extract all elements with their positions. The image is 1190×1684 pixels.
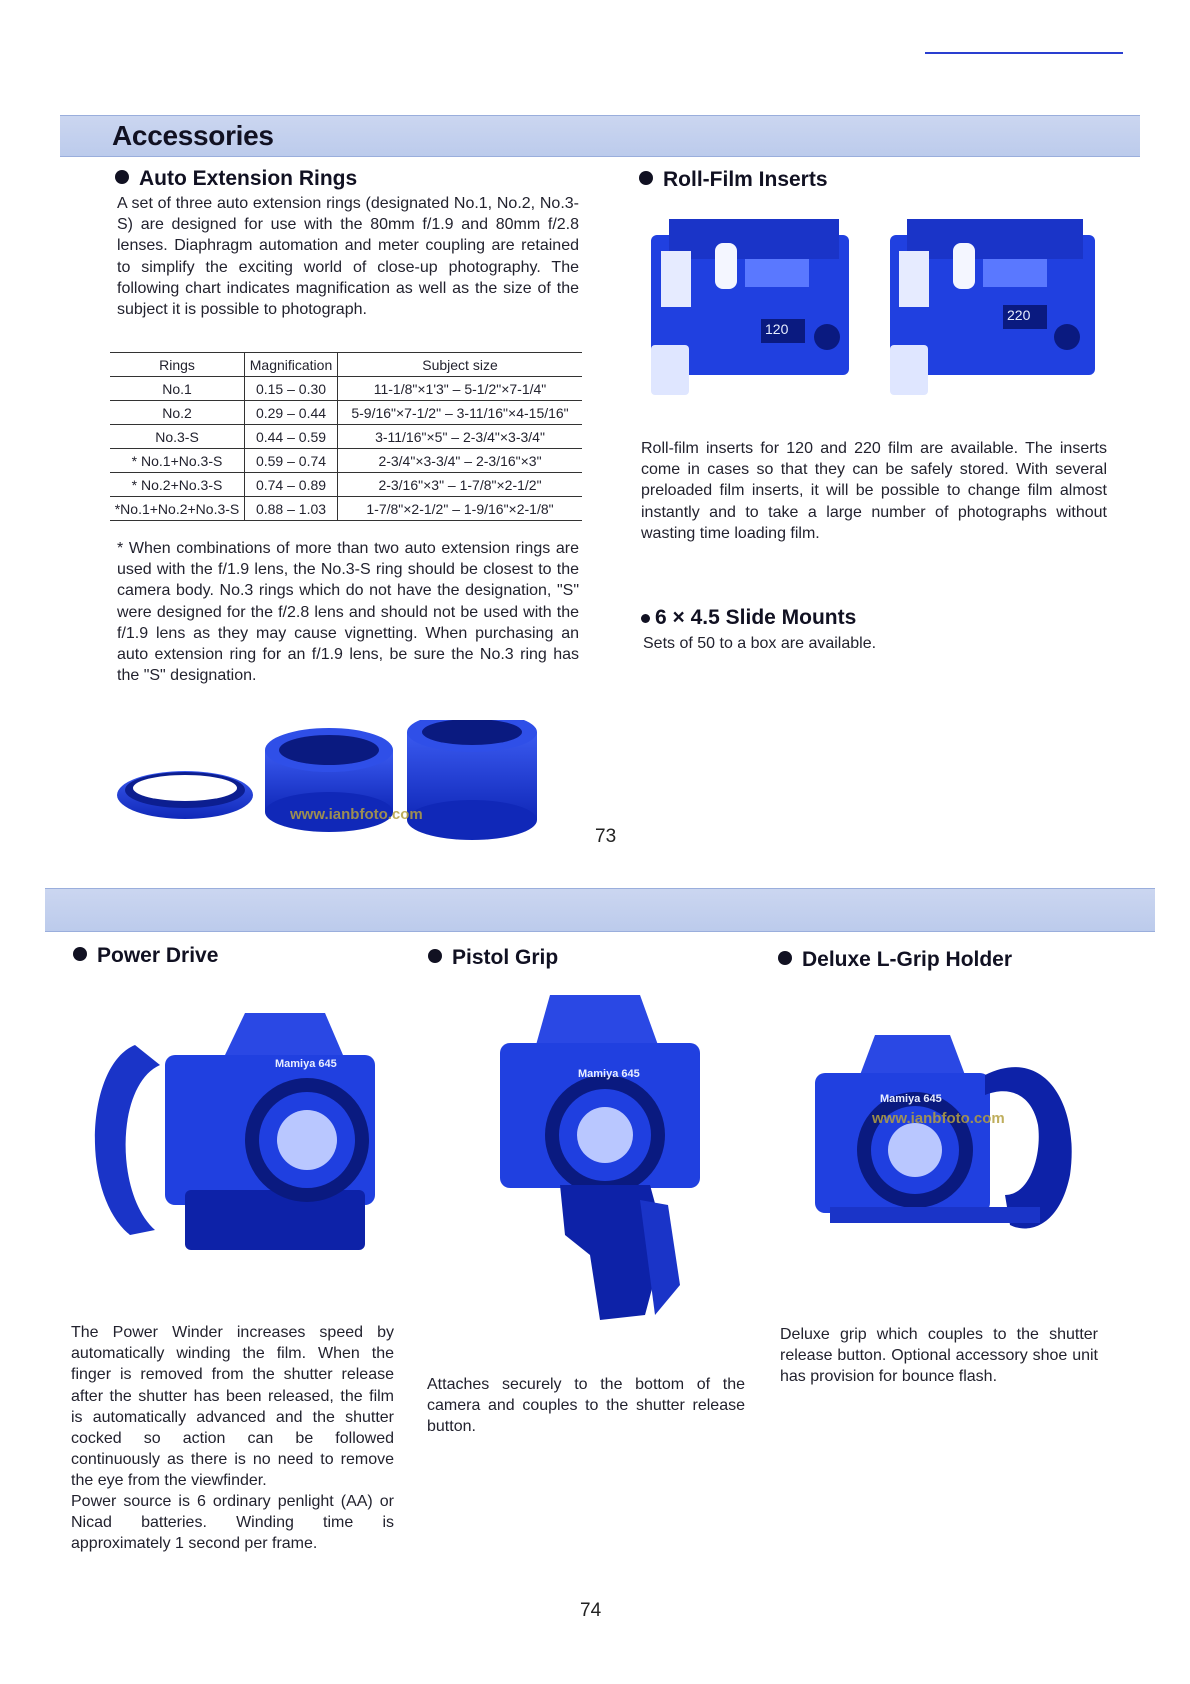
col-header-magnification: Magnification [245,353,338,377]
cell-magnification: 0.44 – 0.59 [245,425,338,449]
bullet-icon [641,614,650,623]
power-drive-heading-text: Power Drive [97,944,219,967]
cell-magnification: 0.74 – 0.89 [245,473,338,497]
l-grip-brand: Mamiya 645 [880,1093,942,1105]
bullet-icon [639,171,653,185]
cell-magnification: 0.59 – 0.74 [245,449,338,473]
page-number-73: 73 [595,826,617,847]
cell-subject-size: 2-3/16"×3" – 1-7/8"×2-1/2" [338,473,583,497]
power-drive-brand: Mamiya 645 [275,1058,337,1070]
slide-mounts-heading [641,606,856,630]
cell-magnification: 0.29 – 0.44 [245,401,338,425]
page-number-74: 74 [580,1600,602,1621]
cell-rings: *No.1+No.2+No.3-S [110,497,245,521]
slide-mounts-heading-text: 6 × 4.5 Slide Mounts [655,606,857,629]
cell-rings: No.3-S [110,425,245,449]
cell-rings: No.1 [110,377,245,401]
roll-film-heading [639,168,828,192]
bullet-icon [115,170,129,184]
pistol-grip-heading [428,946,558,970]
pistol-grip-text: Attaches securely to the bottom of the camera and couples to the shutter release button. [427,1376,745,1436]
l-grip-text: Deluxe grip which couples to the shutter release button. Optional accessory shoe unit has provision for bounce flash. [780,1326,1098,1386]
cell-rings: No.2 [110,401,245,425]
auto-rings-heading-text: Auto Extension Rings [139,167,358,190]
slide-mounts-text: Sets of 50 to a box are available. [643,635,877,652]
table-row [110,377,582,401]
bullet-icon [778,951,792,965]
page74-header-band [45,888,1155,932]
cell-subject-size: 2-3/4"×3-3/4" – 2-3/16"×3" [338,449,583,473]
rings-table [110,352,582,521]
pistol-grip-brand: Mamiya 645 [578,1068,640,1080]
roll-film-text: Roll-film inserts for 120 and 220 film are available. The inserts come in cases so that they can be safely stored. With several preloaded film inserts, it will be possible to change film almost instantly and to take a large number of photographs without wasting time loading film. [641,440,1107,542]
power-drive-photo [75,985,395,1275]
bullet-icon [428,949,442,963]
cell-magnification: 0.15 – 0.30 [245,377,338,401]
power-drive-text-1: The Power Winder increases speed by automatically winding the film. When the finger is removed from the shutter release after the shutter has been released, the film is automatically advanced and the shutter cocked so action can be followed continuously as there is no need to remove the eye from the viewfinder. [71,1324,394,1490]
table-row [110,449,582,473]
col-header-subject-size: Subject size [338,353,583,377]
cell-subject-size: 1-7/8"×2-1/2" – 1-9/16"×2-1/8" [338,497,583,521]
auto-rings-heading [115,167,357,191]
cell-magnification: 0.88 – 1.03 [245,497,338,521]
pistol-grip-heading-text: Pistol Grip [452,946,559,969]
section-title: Accessories [112,120,274,151]
watermark: www.ianbfoto.com [872,1110,1005,1127]
l-grip-heading-text: Deluxe L-Grip Holder [802,948,1013,971]
cell-subject-size: 3-11/16"×5" – 2-3/4"×3-3/4" [338,425,583,449]
table-row [110,401,582,425]
cell-subject-size: 5-9/16"×7-1/2" – 3-11/16"×4-15/16" [338,401,583,425]
roll-film-heading-text: Roll-Film Inserts [663,168,828,191]
table-row [110,425,582,449]
roll-film-photo [645,205,1107,405]
power-drive-heading [73,944,218,968]
extension-rings-photo [115,720,555,840]
power-drive-text-2: Power source is 6 ordinary penlight (AA) or Nicad batteries. Winding time is approximately 1 second per frame. [71,1493,394,1553]
bullet-icon [73,947,87,961]
table-row [110,497,582,521]
label-220: 220 [1007,307,1031,323]
table-row [110,473,582,497]
cell-subject-size: 11-1/8"×1'3" – 5-1/2"×7-1/4" [338,377,583,401]
auto-rings-intro: A set of three auto extension rings (designated No.1, No.2, No.3-S) are designed for use with the 80mm f/1.9 and 80mm f/2.8 lenses. Diaphragm automation and meter coupling are retained to simplify the exciting world of close-up photography. The following chart indicates magnification as well as the size of the subject it is possible to photograph. [117,195,579,319]
label-120: 120 [765,321,789,337]
cell-rings: * No.2+No.3-S [110,473,245,497]
watermark: www.ianbfoto.com [290,806,423,823]
l-grip-heading [778,948,1012,972]
table-header-row [110,353,582,377]
section-header-band [60,115,1140,157]
l-grip-photo [780,985,1100,1275]
cell-rings: * No.1+No.3-S [110,449,245,473]
col-header-rings: Rings [110,353,245,377]
auto-rings-footnote: * When combinations of more than two auto extension rings are used with the f/1.9 lens, the No.3-S ring should be closest to the camera body. No.3 rings which do not have the designation, "S" were designed for the f/2.8 lens and should not be used with the f/1.9 lens as they may cause vignetting. When purchasing an auto extension ring for an f/1.9 lens, be sure the No.3 ring has the "S" designation. [117,540,579,685]
top-rule [925,52,1123,54]
pistol-grip-photo [440,985,740,1335]
